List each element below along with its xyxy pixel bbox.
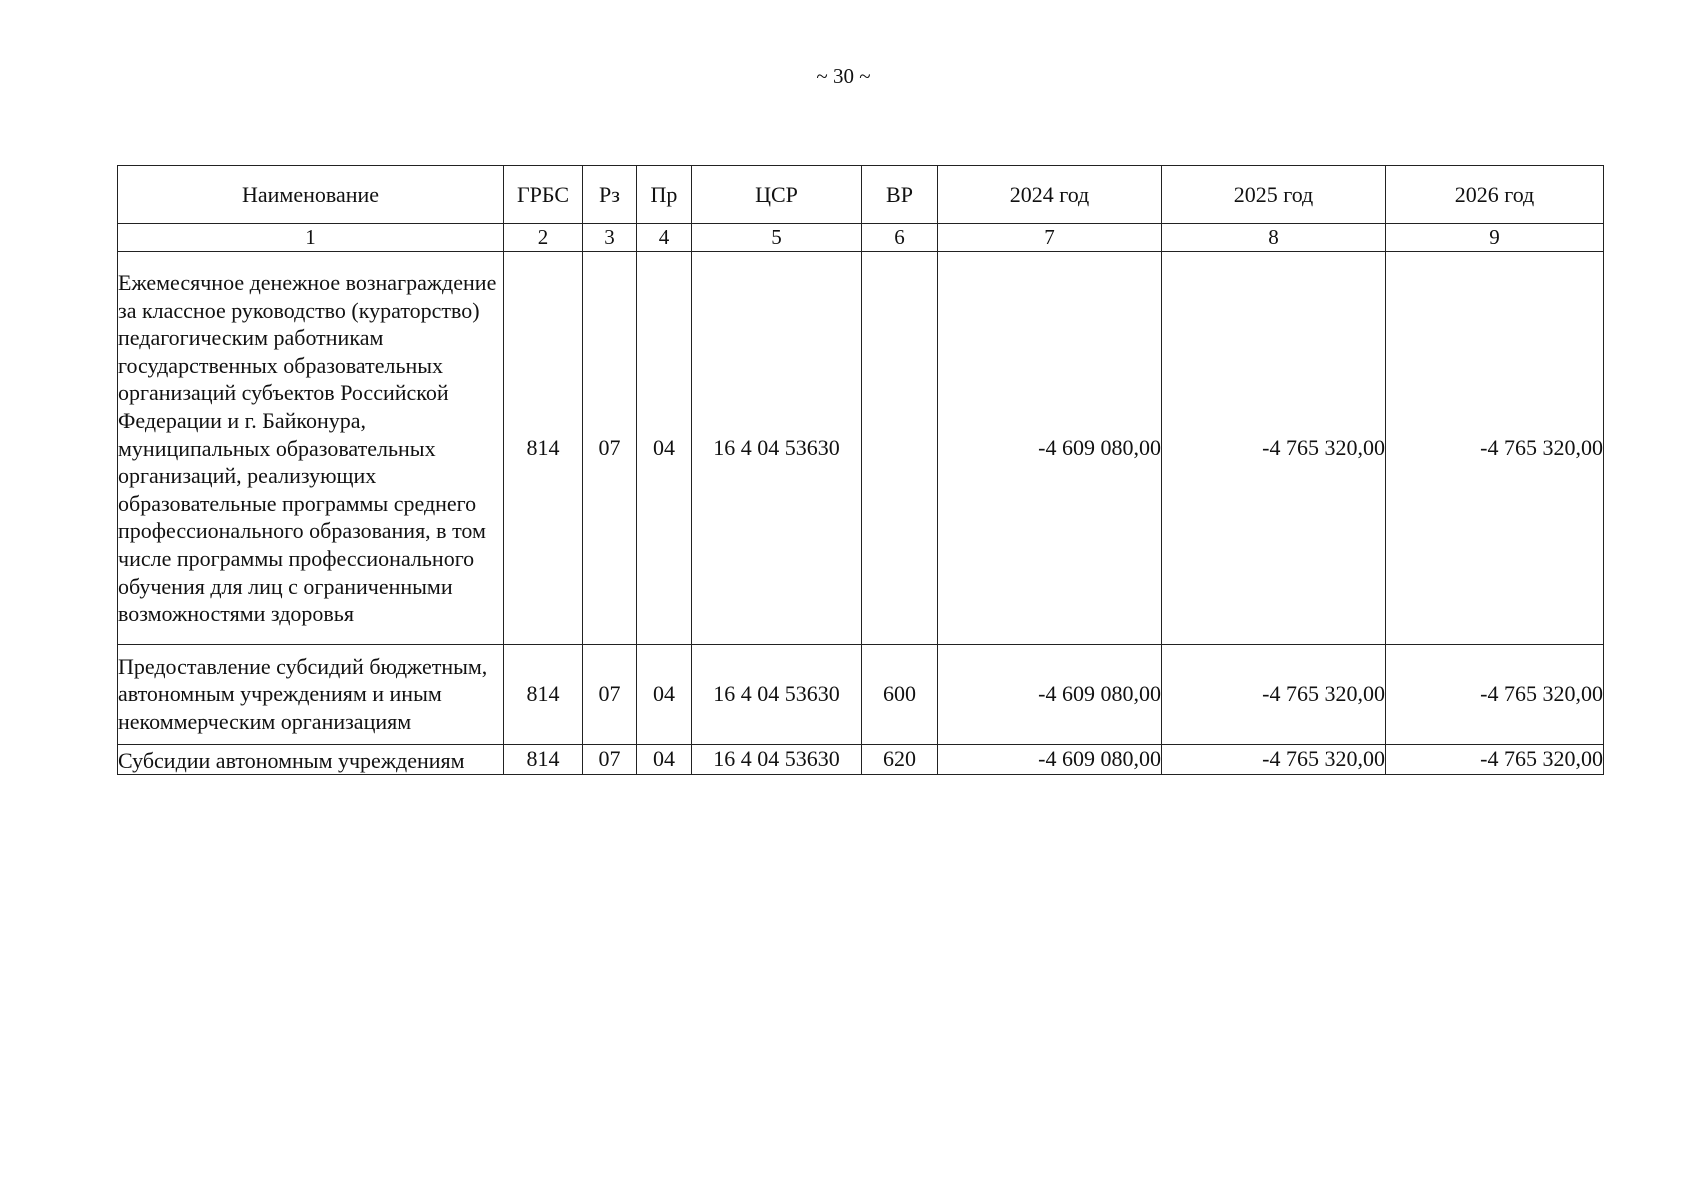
column-number: 7 <box>938 224 1162 252</box>
column-number: 9 <box>1386 224 1604 252</box>
row-csr: 16 4 04 53630 <box>692 252 862 645</box>
row-csr: 16 4 04 53630 <box>692 644 862 744</box>
column-number: 2 <box>504 224 583 252</box>
column-number-row <box>118 224 1604 252</box>
header-2024: 2024 год <box>938 166 1162 224</box>
row-vr <box>862 252 938 645</box>
row-rz: 07 <box>583 644 637 744</box>
row-csr: 16 4 04 53630 <box>692 744 862 775</box>
column-number: 6 <box>862 224 938 252</box>
header-2025: 2025 год <box>1162 166 1386 224</box>
header-rz: Рз <box>583 166 637 224</box>
row-rz: 07 <box>583 252 637 645</box>
header-pr: Пр <box>637 166 692 224</box>
row-grbs: 814 <box>504 644 583 744</box>
row-vr: 600 <box>862 644 938 744</box>
row-2026-amount: -4 765 320,00 <box>1386 644 1604 744</box>
row-name: Ежемесячное денежное вознаграждение за классное руководство (кураторство) педагогическим работникам государственных образовательных организаций субъектов Российской Федерации и г. Байконура, муниципальных образовательных организаций, реализующих образовательные программы среднего профессионального образования, в том числе программы профессионального обучения для лиц с ограниченными возможностями здоровья <box>118 252 504 645</box>
row-2025-amount: -4 765 320,00 <box>1162 644 1386 744</box>
header-2026: 2026 год <box>1386 166 1604 224</box>
table-row <box>118 644 1604 744</box>
table-row <box>118 744 1604 775</box>
row-pr: 04 <box>637 252 692 645</box>
header-row <box>118 166 1604 224</box>
header-name: Наименование <box>118 166 504 224</box>
header-csr: ЦСР <box>692 166 862 224</box>
budget-table <box>117 165 1604 775</box>
header-vr: ВР <box>862 166 938 224</box>
row-2026-amount: -4 765 320,00 <box>1386 744 1604 775</box>
row-2024-amount: -4 609 080,00 <box>938 744 1162 775</box>
header-grbs: ГРБС <box>504 166 583 224</box>
row-grbs: 814 <box>504 252 583 645</box>
column-number: 1 <box>118 224 504 252</box>
row-2025-amount: -4 765 320,00 <box>1162 744 1386 775</box>
row-name: Предоставление субсидий бюджетным, автономным учреждениям и иным некоммерческим организациям <box>118 644 504 744</box>
row-pr: 04 <box>637 744 692 775</box>
row-2024-amount: -4 609 080,00 <box>938 644 1162 744</box>
column-number: 4 <box>637 224 692 252</box>
column-number: 8 <box>1162 224 1386 252</box>
row-2024-amount: -4 609 080,00 <box>938 252 1162 645</box>
column-number: 3 <box>583 224 637 252</box>
table-row <box>118 252 1604 645</box>
row-2026-amount: -4 765 320,00 <box>1386 252 1604 645</box>
row-rz: 07 <box>583 744 637 775</box>
row-pr: 04 <box>637 644 692 744</box>
row-2025-amount: -4 765 320,00 <box>1162 252 1386 645</box>
row-name: Субсидии автономным учреждениям <box>118 744 504 775</box>
row-vr: 620 <box>862 744 938 775</box>
column-number: 5 <box>692 224 862 252</box>
page-number: ~ 30 ~ <box>816 64 871 88</box>
row-grbs: 814 <box>504 744 583 775</box>
